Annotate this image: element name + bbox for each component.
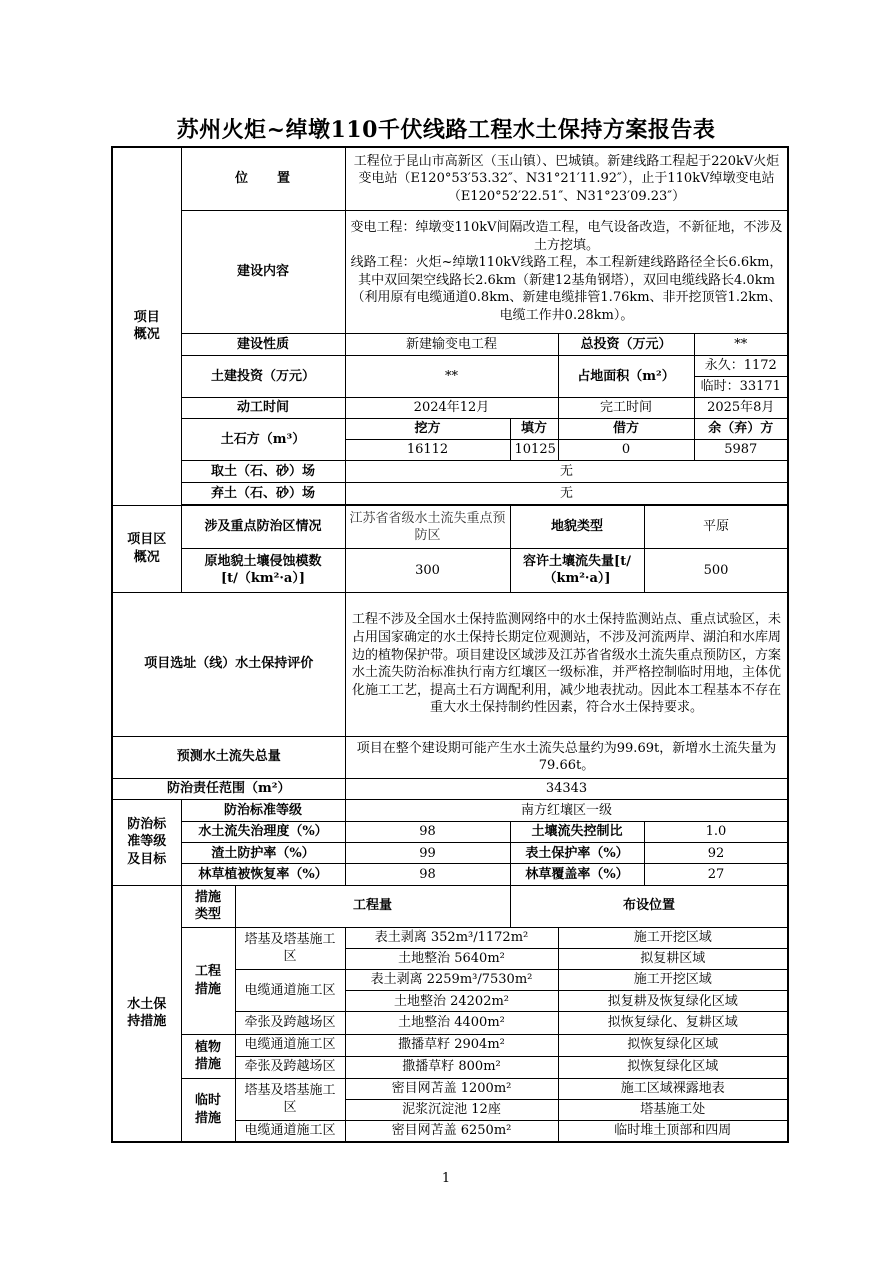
earthwork-surplus-value: 5987 [694, 440, 788, 461]
work-item: 密目网苫盖 6250m² [345, 1121, 558, 1142]
start-time-value: 2024年12月 [345, 398, 558, 419]
area-cable: 电缆通道施工区 [235, 1121, 345, 1142]
erosion-modulus-value: 300 [345, 549, 510, 592]
civil-investment-label: 土建投资（万元） [181, 355, 345, 397]
work-item: 土地整治 5640m² [345, 948, 558, 969]
target-value: 92 [644, 843, 788, 864]
total-investment-value: ** [694, 333, 788, 355]
area-cable: 电缆通道施工区 [235, 1034, 345, 1056]
land-area-temporary: 临时：33171 [694, 377, 788, 398]
area-pull: 牵张及跨越场区 [235, 1056, 345, 1078]
end-time-value: 2025年8月 [694, 398, 788, 419]
measures-section-label: 水土保 持措施 [112, 885, 181, 1142]
location-value: 工程位于昆山市高新区（玉山镇）、巴城镇。新建线路工程起于220kV火炬变电站（E120°53′53.32″、N31°21′11.92″），止于110kV绰墩变电站（E120°52′22.51″、N31°23′09.23″） [345, 147, 788, 210]
place-item: 塔基施工处 [558, 1099, 788, 1120]
landform-value: 平原 [644, 505, 788, 548]
work-item: 泥浆沉淀池 12座 [345, 1099, 558, 1120]
overview-section-label: 项目 概况 [112, 147, 181, 505]
target-value: 99 [345, 843, 510, 864]
siting-evaluation-value: 工程不涉及全国水土保持监测网络中的水土保持监测站点、重点试验区，未占用国家确定的水土保持长期定位观测站，不涉及河流两岸、湖泊和水库周边的植物保护带。项目建设区域涉及江苏省省级水土流失重点预防区，方案水土流失防治标准执行南方红壤区一级标准，并严格控制临时用地，主体优化施工工艺，提高土石方调配利用，减少地表扰动。因此本工程基本不存在重大水土保持制约性因素，符合水土保持要求。 [345, 592, 788, 736]
target-value: 27 [644, 864, 788, 885]
siting-evaluation-label: 项目选址（线）水土保持评价 [112, 592, 345, 736]
nature-value: 新建输变电工程 [345, 333, 558, 355]
work-item: 密目网苫盖 1200m² [345, 1078, 558, 1099]
measure-type-header: 措施 类型 [181, 885, 235, 927]
landform-label: 地貌类型 [510, 505, 644, 548]
place-item: 施工开挖区域 [558, 970, 788, 991]
spoil-site-label: 弃土（石、砂）场 [181, 482, 345, 504]
total-investment-label: 总投资（万元） [558, 333, 694, 355]
page-number: 1 [441, 1171, 451, 1186]
area-pull: 牵张及跨越场区 [235, 1012, 345, 1034]
place-item: 施工区域裸露地表 [558, 1078, 788, 1099]
standard-section-label: 防治标 准等级 及目标 [112, 799, 181, 885]
borrow-site-value: 无 [345, 460, 788, 482]
earthwork-fill-value: 10125 [510, 440, 558, 461]
target-label: 土壤流失控制比 [510, 822, 644, 843]
place-item: 拟恢复绿化区域 [558, 1034, 788, 1056]
land-area-label: 占地面积（m²） [558, 355, 694, 397]
earthwork-header-fill: 填方 [510, 419, 558, 440]
target-label: 林草覆盖率（%） [510, 864, 644, 885]
plant-measures-label: 植物 措施 [181, 1034, 235, 1078]
work-item: 表土剥离 352m³/1172m² [345, 927, 558, 948]
place-item: 拟复耕及恢复绿化区域 [558, 991, 788, 1012]
location-label: 位 置 [181, 147, 345, 210]
loss-forecast-value: 项目在整个建设期可能产生水土流失总量约为99.69t，新增水土流失量为79.66t。 [345, 736, 788, 778]
report-table [111, 146, 789, 1143]
work-item: 土地整治 24202m² [345, 991, 558, 1012]
nature-label: 建设性质 [181, 333, 345, 355]
standard-level-value: 南方红壤区一级 [345, 799, 788, 821]
area-cable: 电缆通道施工区 [235, 970, 345, 1012]
target-value: 98 [345, 864, 510, 885]
area-tower: 塔基及塔基施工区 [235, 1078, 345, 1120]
responsibility-value: 34343 [345, 778, 788, 799]
allowable-loss-value: 500 [644, 549, 788, 592]
target-label: 林草植被恢复率（%） [181, 864, 345, 885]
place-item: 拟复耕区域 [558, 948, 788, 969]
erosion-modulus-label: 原地貌土壤侵蚀模数 [t/（km²·a）] [181, 549, 345, 592]
loss-forecast-label: 预测水土流失总量 [112, 736, 345, 778]
page-title: 苏州火炬~绰墩110千伏线路工程水土保持方案报告表 [176, 117, 716, 143]
work-item: 土地整治 4400m² [345, 1012, 558, 1034]
allowable-loss-label: 容许土壤流失量[t/（km²·a）] [510, 549, 644, 592]
earthwork-header-surplus: 余（弃）方 [694, 419, 788, 440]
target-value: 98 [345, 822, 510, 843]
work-quantity-header: 工程量 [235, 885, 510, 927]
earthwork-cut-value: 16112 [345, 440, 510, 461]
engineering-measures-label: 工程 措施 [181, 927, 235, 1034]
end-time-label: 完工时间 [558, 398, 694, 419]
start-time-label: 动工时间 [181, 398, 345, 419]
temporary-measures-label: 临时 措施 [181, 1078, 235, 1142]
earthwork-borrow-value: 0 [558, 440, 694, 461]
land-area-permanent: 永久：1172 [694, 355, 788, 376]
location-header: 布设位置 [510, 885, 788, 927]
content-label: 建设内容 [181, 210, 345, 333]
responsibility-label: 防治责任范围（m²） [112, 778, 345, 799]
place-item: 拟恢复绿化、复耕区域 [558, 1012, 788, 1034]
work-item: 撒播草籽 800m² [345, 1056, 558, 1078]
place-item: 拟恢复绿化区域 [558, 1056, 788, 1078]
content-value: 变电工程：绰墩变110kV间隔改造工程，电气设备改造，不新征地，不涉及土方挖填。 线路工程：火炬~绰墩110kV线路工程，本工程新建线路路径全长6.6km，其中双回架空线路长2.6km（新建12基角钢塔），双回电缆线路长4.0km（利用原有电缆通道0.8km、新建电缆排管1.76km、非开挖顶管1.2km、电缆工作井0.28km）。 [345, 210, 788, 333]
place-item: 施工开挖区域 [558, 927, 788, 948]
target-label: 水土流失治理度（%） [181, 822, 345, 843]
area-tower: 塔基及塔基施工区 [235, 927, 345, 969]
work-item: 撒播草籽 2904m² [345, 1034, 558, 1056]
standard-level-label: 防治标准等级 [181, 799, 345, 821]
target-value: 1.0 [644, 822, 788, 843]
place-item: 临时堆土顶部和四周 [558, 1121, 788, 1142]
civil-investment-value: ** [345, 355, 558, 397]
borrow-site-label: 取土（石、砂）场 [181, 460, 345, 482]
area-section-label: 项目区 概况 [112, 505, 181, 592]
earthwork-label: 土石方（m³） [181, 419, 345, 460]
key-zone-label: 涉及重点防治区情况 [181, 505, 345, 548]
target-label: 渣土防护率（%） [181, 843, 345, 864]
earthwork-header-cut: 挖方 [345, 419, 510, 440]
key-zone-value: 江苏省省级水土流失重点预防区 [345, 505, 510, 548]
earthwork-header-borrow: 借方 [558, 419, 694, 440]
work-item: 表土剥离 2259m³/7530m² [345, 970, 558, 991]
spoil-site-value: 无 [345, 482, 788, 504]
target-label: 表土保护率（%） [510, 843, 644, 864]
